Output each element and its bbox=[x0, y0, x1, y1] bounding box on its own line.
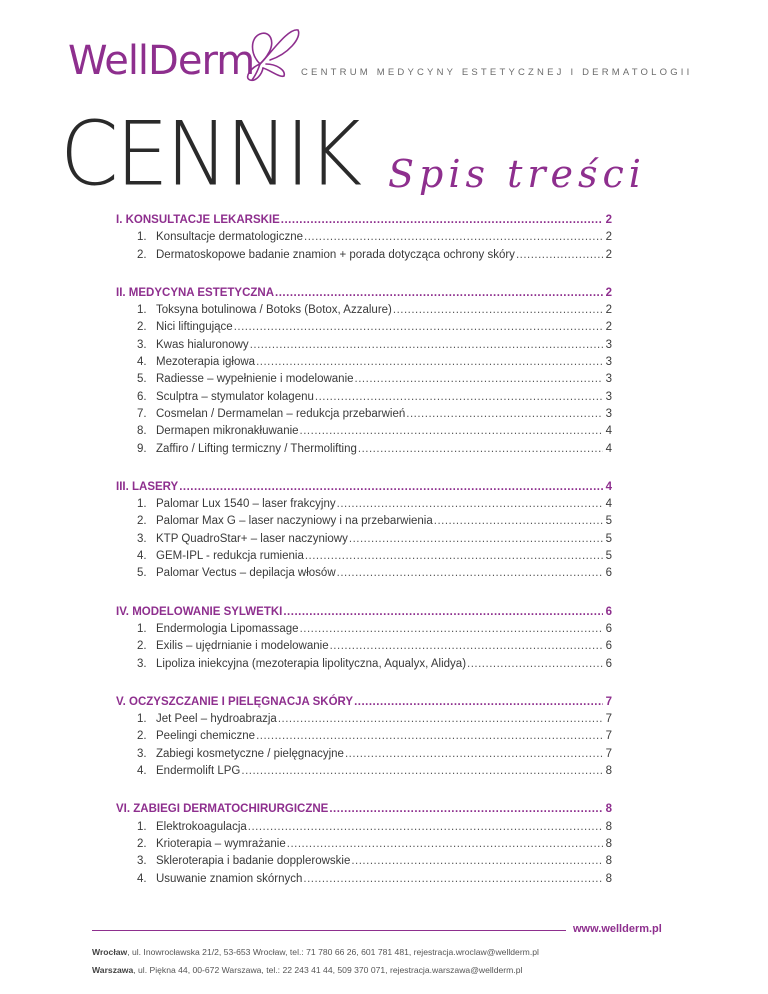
entry-number: 1. bbox=[137, 231, 147, 244]
entry-number: 1. bbox=[137, 713, 147, 726]
dot-leader bbox=[248, 819, 603, 836]
entry-title bbox=[137, 819, 247, 836]
section-title bbox=[116, 479, 178, 496]
table-of-contents bbox=[116, 212, 612, 909]
toc-entry[interactable] bbox=[116, 763, 612, 780]
section-title bbox=[116, 694, 353, 711]
toc-entry[interactable] bbox=[116, 836, 612, 853]
entry-title bbox=[137, 247, 515, 264]
page-number: 6 bbox=[605, 567, 612, 580]
section-number: I. bbox=[116, 214, 123, 226]
toc-entry[interactable] bbox=[116, 621, 612, 638]
page-number: 4 bbox=[605, 498, 612, 511]
entry-title bbox=[137, 728, 255, 745]
entry-number: 4. bbox=[137, 356, 147, 369]
dot-leader bbox=[241, 763, 602, 780]
entry-title bbox=[137, 423, 299, 440]
entry-label: Endermologia Lipomassage bbox=[156, 622, 299, 635]
entry-label: Usuwanie znamion skórnych bbox=[156, 872, 303, 885]
brand-name: WellDerm bbox=[68, 38, 255, 84]
dot-leader bbox=[304, 229, 603, 246]
page-number: 3 bbox=[605, 338, 612, 351]
page-number: 7 bbox=[605, 695, 612, 708]
toc-entry[interactable] bbox=[116, 441, 612, 458]
toc-entry[interactable] bbox=[116, 319, 612, 336]
dot-leader bbox=[256, 728, 603, 745]
page-number: 3 bbox=[605, 407, 612, 420]
toc-entry[interactable] bbox=[116, 389, 612, 406]
entry-title bbox=[137, 302, 392, 319]
dot-leader bbox=[250, 337, 603, 354]
toc-entry[interactable] bbox=[116, 354, 612, 371]
toc-section bbox=[116, 479, 612, 583]
page-number: 2 bbox=[605, 231, 612, 244]
entry-label: Skleroterapia i badanie dopplerowskie bbox=[156, 855, 351, 868]
address-text: , ul. Inowrocławska 21/2, 53-653 Wrocław, tel.: 71 780 66 26, 601 781 481, rejestracja.wroclaw@wellderm.pl bbox=[127, 947, 539, 957]
dot-leader bbox=[516, 247, 603, 264]
page-number: 4 bbox=[605, 425, 612, 438]
toc-section-heading[interactable] bbox=[116, 212, 612, 229]
toc-entry[interactable] bbox=[116, 656, 612, 673]
entry-title bbox=[137, 565, 336, 582]
page-number: 3 bbox=[605, 373, 612, 386]
toc-entry[interactable] bbox=[116, 247, 612, 264]
address-wroclaw bbox=[92, 947, 539, 957]
entry-label: Zaffiro / Lifting termiczny / Thermolifting bbox=[156, 442, 357, 455]
toc-entry[interactable] bbox=[116, 853, 612, 870]
entry-title bbox=[137, 711, 277, 728]
toc-entry[interactable] bbox=[116, 531, 612, 548]
dot-leader bbox=[275, 285, 603, 302]
page-number: 4 bbox=[605, 442, 612, 455]
toc-entry[interactable] bbox=[116, 371, 612, 388]
entry-title bbox=[137, 548, 304, 565]
section-number: IV. bbox=[116, 605, 130, 618]
section-number: VI. bbox=[116, 803, 131, 816]
entry-number: 9. bbox=[137, 442, 147, 455]
page-number: 2 bbox=[605, 286, 612, 299]
toc-section-heading[interactable] bbox=[116, 604, 612, 621]
toc-section-heading[interactable] bbox=[116, 479, 612, 496]
page-number: 6 bbox=[605, 640, 612, 653]
entry-label: Peelingi chemiczne bbox=[156, 730, 256, 743]
entry-number: 8. bbox=[137, 425, 147, 438]
entry-number: 1. bbox=[137, 304, 147, 317]
section-number: III. bbox=[116, 480, 129, 493]
dot-leader bbox=[355, 371, 603, 388]
entry-title bbox=[137, 371, 354, 388]
toc-entry[interactable] bbox=[116, 711, 612, 728]
page-number: 6 bbox=[605, 657, 612, 670]
dot-leader bbox=[281, 212, 603, 229]
toc-entry[interactable] bbox=[116, 302, 612, 319]
page-title: CENNIK bbox=[60, 102, 360, 206]
dot-leader bbox=[300, 621, 603, 638]
entry-title bbox=[137, 337, 249, 354]
entry-number: 3. bbox=[137, 657, 147, 670]
dot-leader bbox=[283, 604, 602, 621]
toc-entry[interactable] bbox=[116, 819, 612, 836]
dot-leader bbox=[300, 423, 603, 440]
entry-title bbox=[137, 513, 433, 530]
section-label: KONSULTACJE LEKARSKIE bbox=[125, 214, 280, 226]
entry-number: 2. bbox=[137, 837, 147, 850]
entry-number: 3. bbox=[137, 747, 147, 760]
page-number: 7 bbox=[605, 713, 612, 726]
toc-entry[interactable] bbox=[116, 746, 612, 763]
page-number: 8 bbox=[605, 837, 612, 850]
toc-entry[interactable] bbox=[116, 406, 612, 423]
entry-label: Krioterapia – wymrażanie bbox=[156, 837, 286, 850]
dot-leader bbox=[345, 746, 603, 763]
dot-leader bbox=[305, 548, 603, 565]
entry-label: Palomar Max G – laser naczyniowy i na przebarwienia bbox=[156, 515, 433, 528]
entry-number: 1. bbox=[137, 498, 147, 511]
entry-number: 1. bbox=[137, 820, 147, 833]
page-number: 7 bbox=[605, 730, 612, 743]
dot-leader bbox=[303, 871, 602, 888]
entry-label: Endermolift LPG bbox=[156, 765, 241, 778]
toc-section-heading[interactable] bbox=[116, 285, 612, 302]
toc-entry[interactable] bbox=[116, 871, 612, 888]
page-number: 2 bbox=[605, 321, 612, 334]
section-title bbox=[116, 285, 274, 302]
entry-label: Cosmelan / Dermamelan – redukcja przebarwień bbox=[156, 407, 406, 420]
page-number: 8 bbox=[605, 803, 612, 816]
entry-number: 2. bbox=[137, 640, 147, 653]
entry-number: 2. bbox=[137, 515, 147, 528]
section-number: V. bbox=[116, 695, 126, 708]
section-label: LASERY bbox=[131, 480, 179, 493]
toc-entry[interactable] bbox=[116, 728, 612, 745]
entry-number: 1. bbox=[137, 622, 147, 635]
entry-label: GEM-IPL - redukcja rumienia bbox=[156, 550, 304, 563]
dot-leader bbox=[434, 513, 603, 530]
toc-entry[interactable] bbox=[116, 513, 612, 530]
page-number: 6 bbox=[605, 622, 612, 635]
section-label: ZABIEGI DERMATOCHIRURGICZNE bbox=[133, 803, 329, 816]
section-label: OCZYSZCZANIE I PIELĘGNACJA SKÓRY bbox=[129, 695, 354, 708]
entry-label: Dermatoskopowe badanie znamion + porada dotycząca ochrony skóry bbox=[156, 248, 515, 261]
entry-label: Nici liftingujące bbox=[156, 321, 233, 334]
entry-title bbox=[137, 871, 302, 888]
entry-label: Mezoterapia igłowa bbox=[156, 356, 256, 369]
page-number: 8 bbox=[605, 872, 612, 885]
entry-label: Palomar Vectus – depilacja włosów bbox=[156, 567, 336, 580]
entry-label: Zabiegi kosmetyczne / pielęgnacyjne bbox=[156, 747, 344, 760]
section-label: MODELOWANIE SYLWETKI bbox=[132, 605, 283, 618]
entry-number: 2. bbox=[137, 321, 147, 334]
entry-title bbox=[137, 621, 299, 638]
entry-title bbox=[137, 656, 466, 673]
toc-entry[interactable] bbox=[116, 423, 612, 440]
toc-entry[interactable] bbox=[116, 496, 612, 513]
dot-leader bbox=[393, 302, 603, 319]
entry-label: Toksyna botulinowa / Botoks (Botox, Azzalure) bbox=[156, 304, 392, 317]
entry-title bbox=[137, 638, 329, 655]
entry-number: 7. bbox=[137, 407, 147, 420]
entry-number: 3. bbox=[137, 855, 147, 868]
entry-number: 6. bbox=[137, 390, 147, 403]
footer-divider bbox=[92, 930, 566, 931]
address-city: Wrocław bbox=[92, 947, 128, 957]
entry-label: Jet Peel – hydroabrazja bbox=[156, 713, 277, 726]
entry-number: 5. bbox=[137, 373, 147, 386]
toc-entry[interactable] bbox=[116, 229, 612, 246]
entry-number: 2. bbox=[137, 730, 147, 743]
section-title bbox=[116, 604, 282, 621]
entry-label: Lipoliza iniekcyjna (mezoterapia lipolityczna, Aqualyx, Alidya) bbox=[156, 657, 467, 670]
toc-section bbox=[116, 694, 612, 780]
entry-title bbox=[137, 496, 336, 513]
entry-title bbox=[137, 836, 286, 853]
entry-number: 4. bbox=[137, 765, 147, 778]
entry-label: Elektrokoagulacja bbox=[156, 820, 247, 833]
entry-title bbox=[137, 319, 233, 336]
toc-section bbox=[116, 285, 612, 458]
dot-leader bbox=[349, 531, 603, 548]
entry-title bbox=[137, 406, 405, 423]
dot-leader bbox=[354, 694, 603, 711]
toc-entry[interactable] bbox=[116, 337, 612, 354]
toc-entry[interactable] bbox=[116, 638, 612, 655]
dot-leader bbox=[315, 389, 603, 406]
entry-label: Palomar Lux 1540 – laser frakcyjny bbox=[156, 498, 336, 511]
page-subtitle: Spis treści bbox=[388, 152, 646, 196]
page-number: 8 bbox=[605, 765, 612, 778]
dot-leader bbox=[179, 479, 602, 496]
page-number: 3 bbox=[605, 390, 612, 403]
entry-title bbox=[137, 746, 344, 763]
page-number: 6 bbox=[605, 605, 612, 618]
dot-leader bbox=[358, 441, 603, 458]
section-number: II. bbox=[116, 286, 126, 299]
page-number: 4 bbox=[605, 480, 612, 493]
dot-leader bbox=[256, 354, 603, 371]
entry-title bbox=[137, 354, 255, 371]
toc-entry[interactable] bbox=[116, 548, 612, 565]
brand-tagline: CENTRUM MEDYCYNY ESTETYCZNEJ I DERMATOLOGII bbox=[301, 67, 693, 78]
page-number: 5 bbox=[605, 550, 612, 563]
entry-number: 4. bbox=[137, 872, 147, 885]
page-number: 5 bbox=[605, 532, 612, 545]
entry-title bbox=[137, 389, 314, 406]
dot-leader bbox=[467, 656, 603, 673]
dot-leader bbox=[330, 638, 603, 655]
dot-leader bbox=[337, 565, 603, 582]
entry-number: 3. bbox=[137, 338, 147, 351]
section-title bbox=[116, 212, 280, 229]
page-number: 8 bbox=[605, 855, 612, 868]
entry-title bbox=[137, 853, 350, 870]
butterfly-icon bbox=[236, 24, 302, 82]
page-number: 2 bbox=[605, 304, 612, 317]
page-number: 7 bbox=[605, 747, 612, 760]
entry-number: 3. bbox=[137, 532, 147, 545]
toc-section bbox=[116, 212, 612, 264]
toc-entry[interactable] bbox=[116, 565, 612, 582]
section-title bbox=[116, 801, 328, 818]
address-warszawa bbox=[92, 965, 522, 975]
entry-label: Radiesse – wypełnienie i modelowanie bbox=[156, 373, 354, 386]
website-link[interactable]: www.wellderm.pl bbox=[573, 923, 662, 935]
section-label: MEDYCYNA ESTETYCZNA bbox=[128, 286, 275, 299]
entry-label: Dermapen mikronakłuwanie bbox=[156, 425, 299, 438]
dot-leader bbox=[337, 496, 603, 513]
toc-section bbox=[116, 604, 612, 673]
entry-title bbox=[137, 763, 240, 780]
dot-leader bbox=[278, 711, 603, 728]
page-number: 2 bbox=[605, 248, 612, 261]
entry-title bbox=[137, 531, 348, 548]
page-number: 8 bbox=[605, 820, 612, 833]
entry-label: Exilis – ujędrnianie i modelowanie bbox=[156, 640, 329, 653]
entry-title bbox=[137, 441, 357, 458]
dot-leader bbox=[351, 853, 602, 870]
address-city: Warszawa bbox=[92, 965, 134, 975]
page-number: 2 bbox=[605, 214, 612, 226]
entry-label: Konsultacje dermatologiczne bbox=[156, 231, 304, 244]
entry-number: 5. bbox=[137, 567, 147, 580]
dot-leader bbox=[406, 406, 602, 423]
dot-leader bbox=[234, 319, 603, 336]
entry-title bbox=[137, 229, 303, 246]
address-text: , ul. Piękna 44, 00-672 Warszawa, tel.: 22 243 41 44, 509 370 071, rejestracja.warszawa@wellderm.pl bbox=[133, 965, 523, 975]
page-number: 3 bbox=[605, 356, 612, 369]
entry-label: Kwas hialuronowy bbox=[156, 338, 249, 351]
entry-label: Sculptra – stymulator kolagenu bbox=[156, 390, 314, 403]
toc-section-heading[interactable] bbox=[116, 694, 612, 711]
dot-leader bbox=[287, 836, 603, 853]
page-number: 5 bbox=[605, 515, 612, 528]
entry-number: 2. bbox=[137, 248, 147, 261]
entry-number: 4. bbox=[137, 550, 147, 563]
dot-leader bbox=[329, 801, 602, 818]
entry-label: KTP QuadroStar+ – laser naczyniowy bbox=[156, 532, 348, 545]
toc-section bbox=[116, 801, 612, 887]
toc-section-heading[interactable] bbox=[116, 801, 612, 818]
